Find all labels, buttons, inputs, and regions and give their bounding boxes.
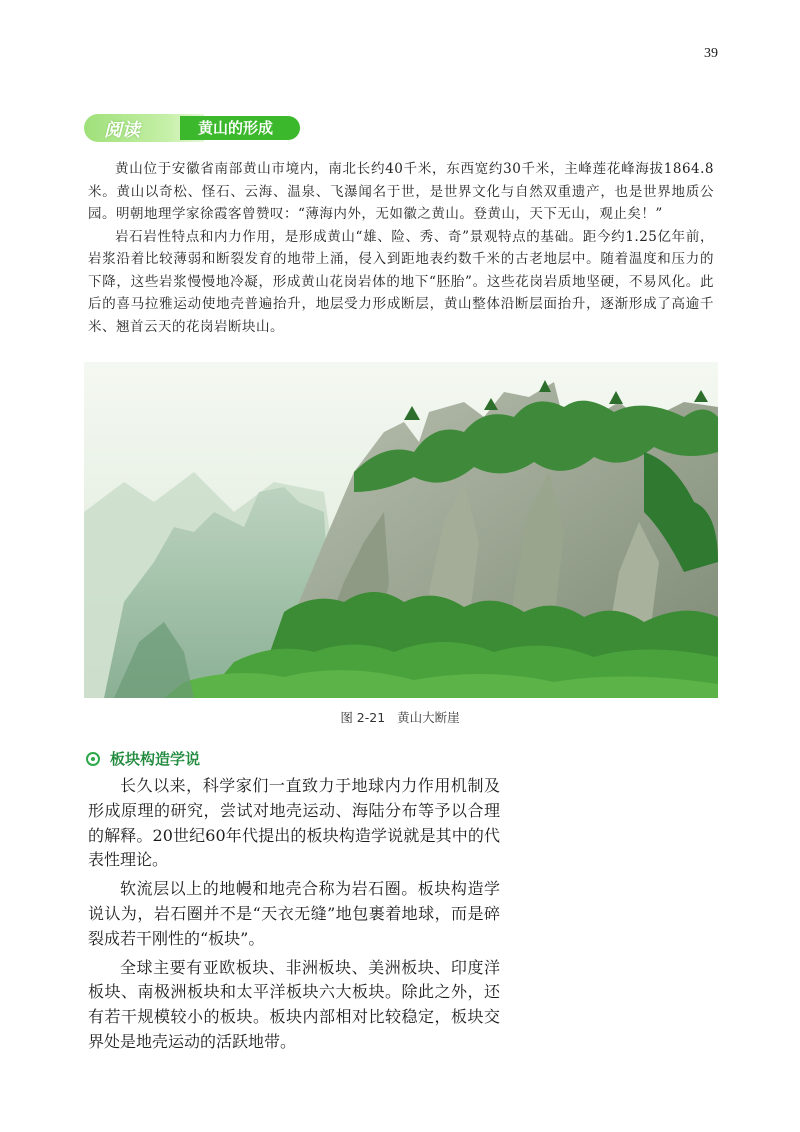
- reading-paragraph-2: 岩石岩性特点和内力作用，是形成黄山“雄、险、秀、奇”景观特点的基础。距今约1.25亿年前，岩浆沿着比较薄弱和断裂发育的地带上涌，侵入到距地表约数千米的古老地层中。随着温度和压力的下降，这些岩浆慢慢地冷凝，形成黄山花岗岩体的地下“胚胎”。这些花岗岩质地坚硬，不易风化。此后的喜马拉雅运动使地壳普遍抬升，地层受力形成断层，黄山整体沿断层面抬升，逐渐形成了高逾千米、翘首云天的花岗岩断块山。: [88, 228, 714, 335]
- section-paragraph-3: 全球主要有亚欧板块、非洲板块、美洲板块、印度洋板块、南极洲板块和太平洋板块六大板块。除此之外，还有若干规模较小的板块。板块内部相对比较稳定，板块交界处是地壳运动的活跃地带。: [88, 957, 500, 1051]
- section-title: 板块构造学说: [110, 750, 201, 768]
- figure-caption: [0, 708, 800, 726]
- page-number: 39: [704, 46, 718, 61]
- reading-body: [88, 158, 714, 338]
- section-paragraph-2: 软流层以上的地幔和地壳合称为岩石圈。板块构造学说认为，岩石圈并不是“天衣无缝”地包裹着地球，而是碎裂成若干刚性的“板块”。: [88, 879, 500, 948]
- reading-banner: [84, 114, 300, 142]
- reading-paragraph-1: 黄山位于安徽省南部黄山市境内，南北长约40千米，东西宽约30千米，主峰莲花峰海拔1864.8米。黄山以奇松、怪石、云海、温泉、飞瀑闻名于世，是世界文化与自然双重遗产，也是世界地质公园。明朝地理学家徐霞客曾赞叹：“薄海内外，无如徽之黄山。登黄山，天下无山，观止矣！”: [88, 161, 714, 222]
- section-paragraph-1: 长久以来，科学家们一直致力于地球内力作用机制及形成原理的研究，尝试对地壳运动、海陆分布等予以合理的解释。20世纪60年代提出的板块构造学说就是其中的代表性理论。: [88, 776, 500, 870]
- reading-title: 黄山的形成: [180, 116, 300, 140]
- bullseye-bullet-icon: [86, 752, 100, 766]
- reading-tag-label: 阅读: [104, 120, 140, 141]
- section-heading: [86, 748, 200, 769]
- figure-number: 图 2-21: [340, 710, 386, 725]
- section-body: [88, 774, 500, 1059]
- figure-title: 黄山大断崖: [397, 710, 460, 725]
- huangshan-cliff-photo: [84, 362, 718, 698]
